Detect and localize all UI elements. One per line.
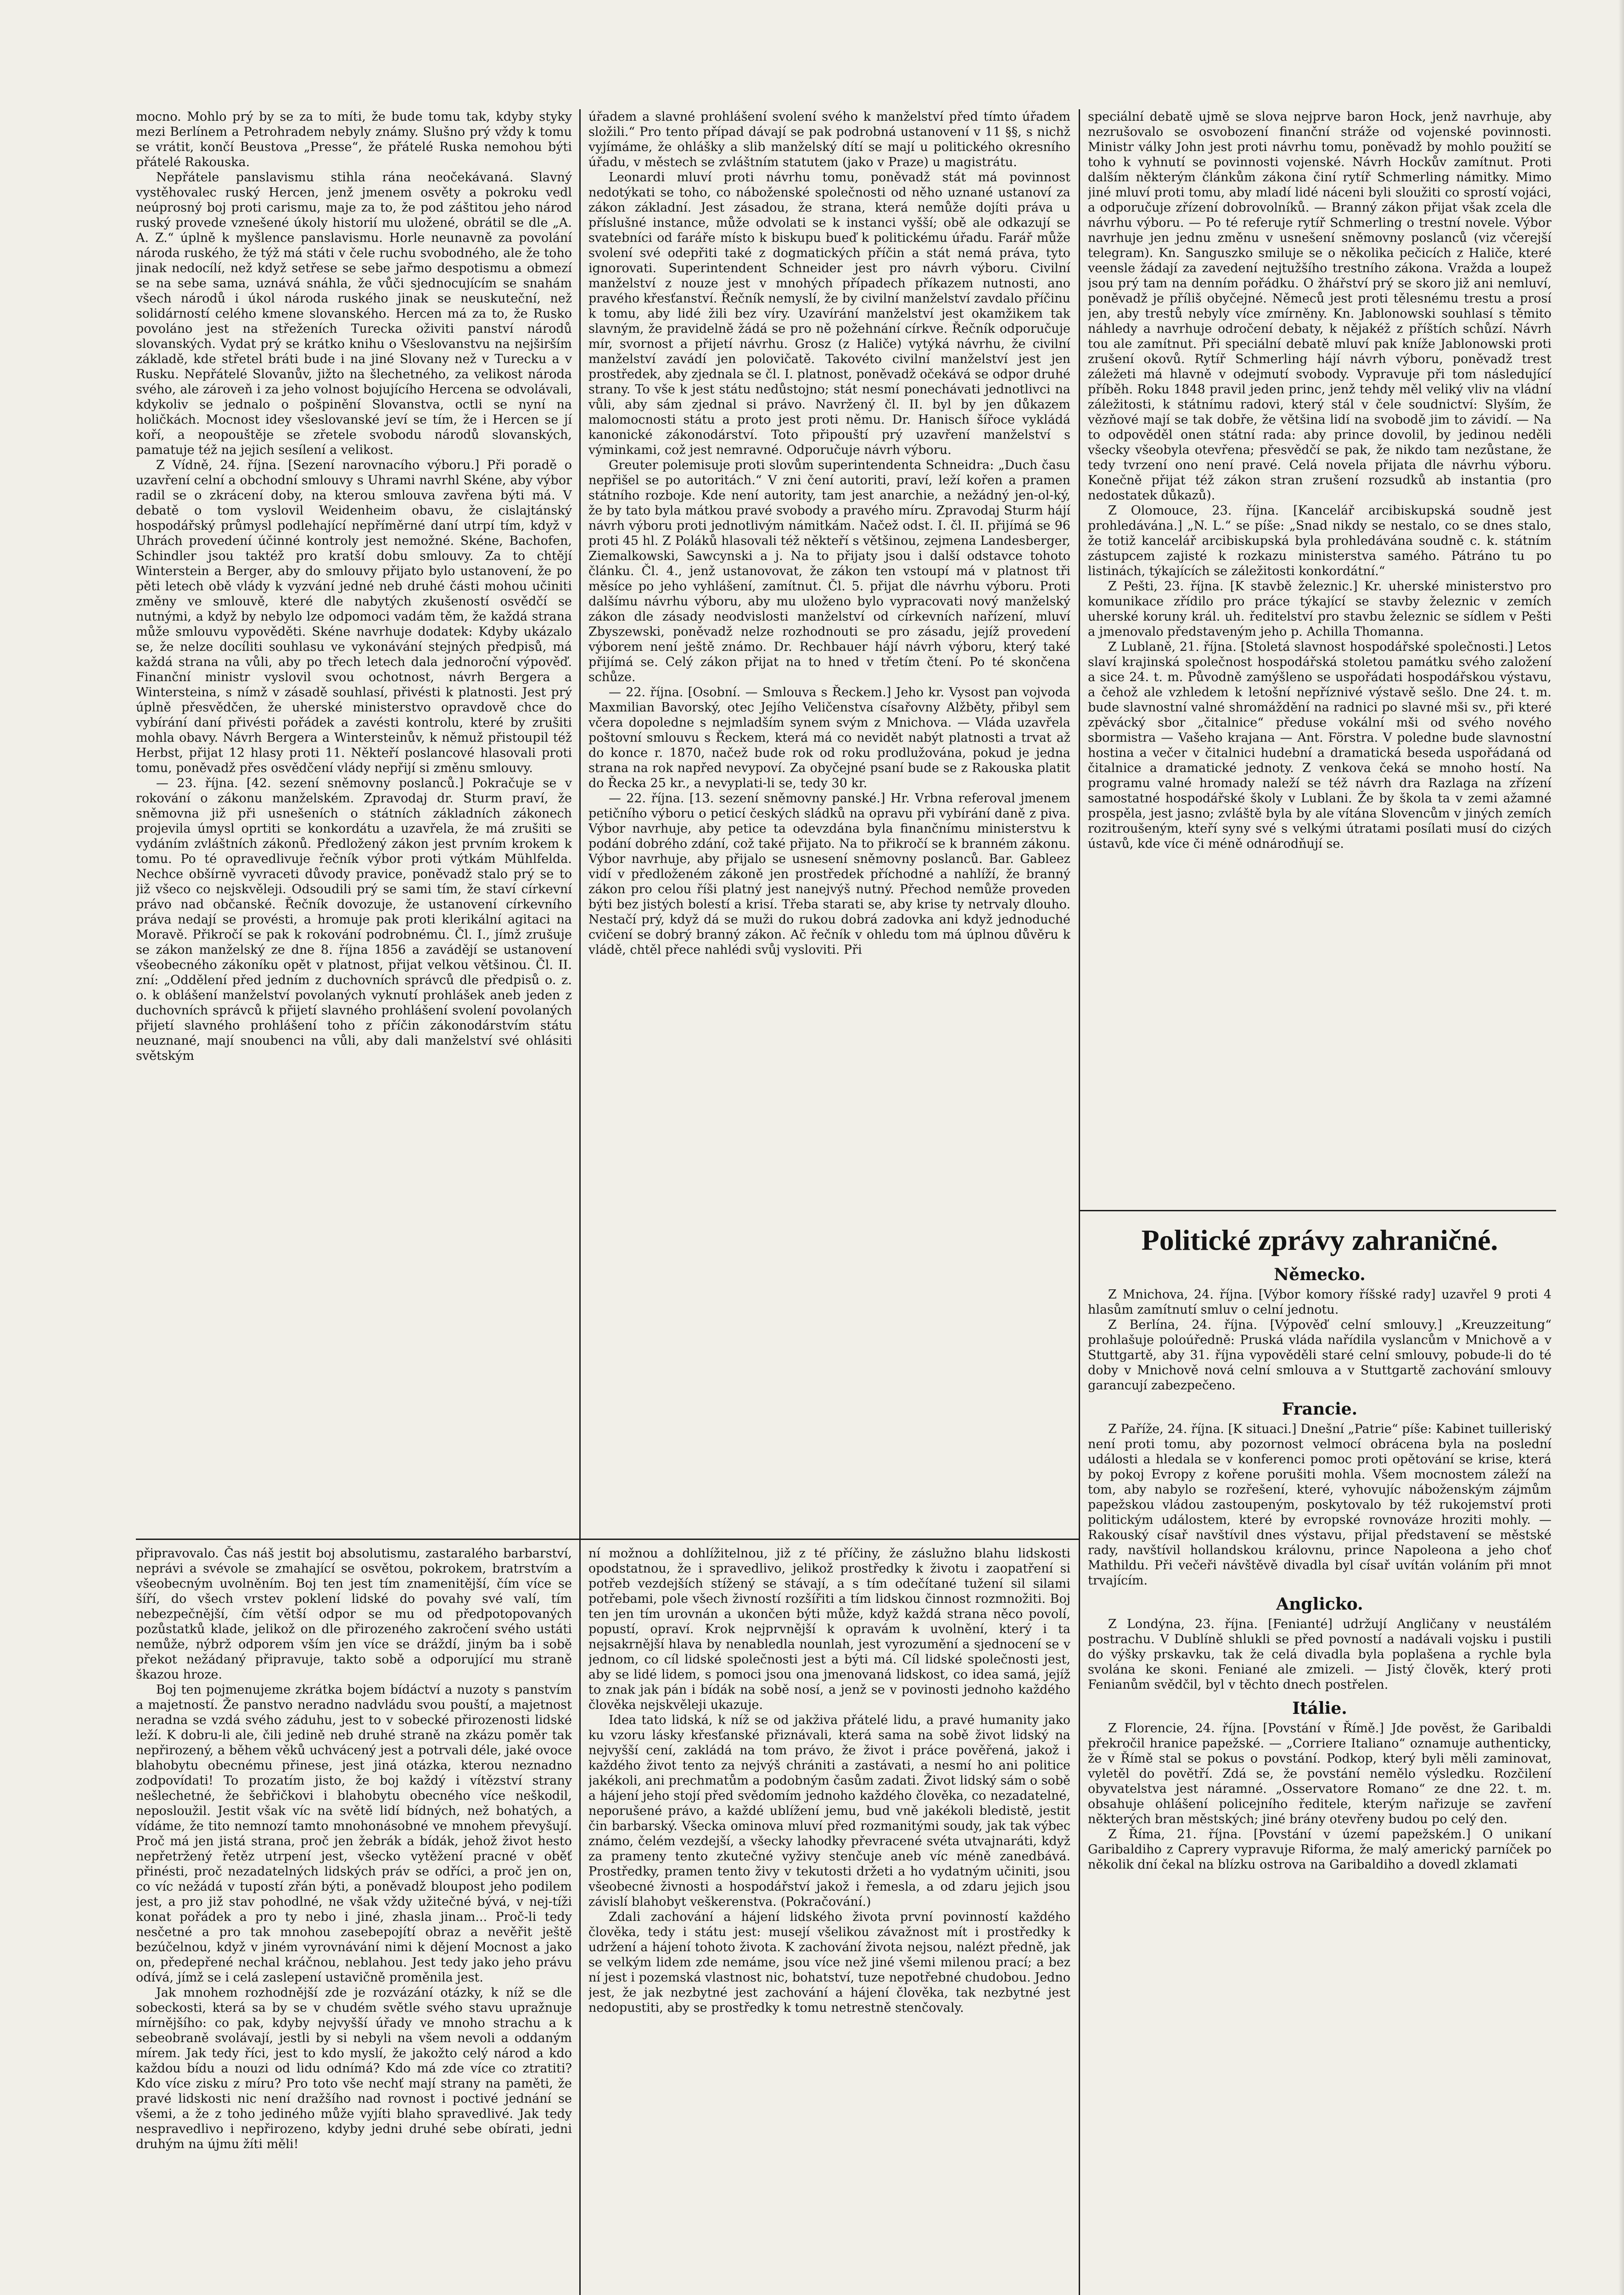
paragraph: Idea tato lidská, k níž se od jakživa přátelé lidu, a pravé humanity jako ku vzoru lásky křesťanské přiznávali, která sama na sobě život lidský na nejvyšší cení, zakládá na tom právo, že život i práce pověřená, jakož i každého život tento za nejvýš chrániti a zastávati, a nesmí ho ani politice jakékoli, ani prechmatům a podobným časům zadati. Život lidský sám o sobě a hájení jeho stojí před svědomím jednoho každého člověka, co nezadatelné, neporušené právo, a každé ublížení jemu, bud vně jakékoli bledistě, jestit čin barbarský. Všecka ominova mluví před rozmanitými soudy, jak tak výbec známo, čelém vezdejší, a všecky lahodky převracené svéta utvajnaráti, když za prameny tento zkutečné vyživy stenčuje aneb víc méně zanedbává. Prostředky, pramen tento živy v tekutosti držeti a ho vydatným učiniti, jsou všeobecné živnosti a hospodářství jakož i řemesla, a od zdaru jejich jsou závislí blahobyt veškerenstva. (Pokračování.)	[588, 1713, 1070, 1909]
paragraph: Z Lublaně, 21. října. [Stoletá slavnost hospodářské společnosti.] Letos slaví krajinská společnost hospodářská stoletou památku svého založení a sice 24. t. m. Původně zamýšleno se uspořádati hospodářskou výstavu, a čehož ale vzhledem k letošní nepříznivé výstavě sešlo. Dne 24. t. m. bude slavnostní valné shromáždění na radnici po slavné mši sv., při které zpěvácký sbor „čitalnice“ předuse vokální mši od svého nového sbormistra — Vašeho krajana — Ant. Förstra. V poledne bude slavnostní hostina a večer v čitalnici hudební a dramatická beseda uspořádaná od čitalnice a dramatické jednoty. Z venkova čeká se mnoho hostí. Na programu valné hromady naleží se též návrh dra Razlaga na zřízení samostatné hospodářské školy v Lublani. Že by škola ta v zemi ažamné prospěla, jest jasno; zvláště byla by ale vítána Slovencům v jiných zemích rozitroušeným, kteří syny své s velkými útratami posílati musí do cizých ústavů, kde více či méně odnárodňují se.	[1088, 640, 1551, 851]
middle-column-upper	[588, 109, 1070, 1532]
paragraph: Z Florencie, 24. října. [Povstání v Římě.] Jde pověst, že Garibaldi překročil hranice papežské. — „Corriere Italiano“ oznamuje authenticky, že v Římě stal se pokus o povstání. Podkop, který byli měli zaminovat, vyletěl do povětří. Zdá se, že povstání nemělo výsledku. Rozčilení obyvatelstva jest náramné. „Osservatore Romano“ ze dne 22. t. m. obsahuje ohlášení policejního ředitele, kterým nařizuje se zavření některých bran městských; jiné brány otevřeny budou po celý den.	[1088, 1721, 1551, 1826]
column-rule	[579, 109, 581, 2295]
paragraph: — 23. října. [42. sezení sněmovny poslanců.] Pokračuje se v rokování o zákonu manželském. Zpravodaj dr. Sturm praví, že sněmovna již při usnešeních o státních základních zákonech projevila úmysl oprtiti se konkordátu a uzavřela, že má zrušiti se vydáním zvláštních zákonů. Předložený zákon jest prvním krokem k tomu. Po té opravedlivuje řečník výbor proti výtkám Mühlfelda. Nechce obšírně vyvraceti důvody pravice, poněvadž stalo prý se to již všeco co nejskvěleji. Odsoudili prý se sami tím, že staví církevní právo nad občanské. Řečník dovozuje, že ustanovení církevního práva nedají se provésti, a hromuje pak proti klerikální agitaci na Moravě. Přikročí se pak k rokování podrobnému. Čl. I., jímž zrušuje se zákon manželský ze dne 8. října 1856 a zavádějí se ustanovení všeobecného zákoníku opět v platnost, přijat velkou většinou. Čl. II. zní: „Oddělení před jedním z duchovních správců dle předpisů o. z. o. k oblášení manželství povolaných vyknutí prohlášek aneb jeden z duchovních správců k přijetí slavného prohlášení svolení povolaných přijetí slavného prohlášení toho z příčin zákonodárstvím státu neuznané, mají snoubenci na vůli, aby dali manželství své ohlásiti světským	[136, 776, 572, 1063]
paragraph: Leonardi mluví proti návrhu tomu, poněvadž stát má povinnost nedotýkati se toho, co náboženské společnosti od něho uznané ustanoví za zákon základní. Jest zásadou, že strana, která nemůže dojíti práva u příslušné instance, může odvolati se k instanci vyšší; obě ale odkazují se svatebníci od faráře místo k biskupu bueď k politickému úřadu. Farář může svolení své odepřiti také z dogmatických příčin a stát nemá práva, tyto ignorovati. Superintendent Schneider jest pro návrh výboru. Civilní manželství z nouze jest v mnohých případech příkazem nutnosti, ano pravého křesťanství. Řečník nemyslí, že by civilní manželství zavdalo příčinu k tomu, aby lidé žili bez víry. Uzavírání manželství jest okamžikem tak slavným, že pravidelně žádá se pro ně požehnání církve. Řečník odporučuje mír, svornost a přijetí návrhu. Grosz (z Haliče) vytýká návrhu, že civilní manželství zavádí jen polovičatě. Takovéto civilní manželství jest jen prostředek, aby zjednala se čl. I. platnost, poněvadž očekává se odpor druhé strany. To vše k jest státu nedůstojno; stát nesmí ponechávati jednotlivci na vůli, aby sám zjednal si právo. Navržený čl. II. byl by jen důkazem malomocnosti státu a proto jest proti němu. Dr. Hanisch šířoce vykládá kanonické zákonodárství. Toto připouští prý uzavření manželství s výminkami, což jest nemravné. Odporučuje návrh výboru.	[588, 170, 1070, 457]
paragraph: Z Paříže, 24. října. [K situaci.] Dnešní „Patrie“ píše: Kabinet tuilleriský není proti tomu, aby pozornost velmocí obrácena byla na poslední události a hledala se v konferenci pomoc proti opětování se krise, která by pokoj Evropy z kořene porušiti mohla. Všem mocnostem záleží na tom, aby nabylo se rozřešení, které, vyhovujíc náboženským zájmům papežskou vládou zastoupeným, poskytovalo by též rukojemství proti politickým událostem, které by evropské rovnováze hroziti mohly. — Rakouský císař navštívil dnes výstavu, přijal představení se městské rady, navštívil hollandskou královnu, prince Napoleona a jeho choť Mathildu. Při večeři návštěvě divadla byl císař uvítán voláním při mnot trvajícím.	[1088, 1422, 1551, 1588]
paragraph: připravovalo. Čas náš jestit boj absolutismu, zastaralého barbarství, neprávi a svévole se zmahající se osvětou, pokrokem, bratrstvím a všeobecným uvolněním. Boj ten jest tím znamenitější, čím více se šíří, do všech vrstev poklení lidské do povahy své valí, tím nebezpečnější, čím větší odpor se mu od předpotopovaných pozůstatků klade, jelikož on dle přirozeného zakročení svého ustáti nemůže, nýbrž odporem vším jen více se dráždí, jiným ba i sobě překot nežádaný připravuje, takto sobě a odporující mu straně škazou hroze.	[136, 1546, 572, 1682]
paragraph: úřadem a slavné prohlášení svolení svého k manželství před tímto úřadem složili.“ Pro tento případ dávají se pak podrobná ustanovení v 11 §§, s nichž vyjímáme, že ohlášky a slib manželský dítí se mají u politického okresního úřadu, v městech se zvláštním statutem (jako v Praze) u magistrátu.	[588, 110, 1070, 169]
country-heading-italy: Itálie.	[1292, 1699, 1347, 1718]
paragraph: Boj ten pojmenujeme zkrátka bojem bídáctví a nuzoty s panstvím a majetností. Že panstvo neradno nadvládu svou pouští, a majetnost neradna se vzdá svého záduhu, jest to v sobecké přirozenosti lidské leží. K dobru-li ale, čili jedině neb druhé straně na zkázu poměr tak nepřirozený, a během věků uchvácený jest a potrvali déle, jaké ovoce blahobytu obecnému přinese, jest jiná otázka, kterou neznadno zodpovídati! To prozatím jisto, že boj každý i vítězství strany nešlechetné, že šebřičkovi i blahobytu obecného více neškodil, neposloužil. Jestit však víc na světě lidí bídných, než bohatých, a vídáme, že tito nemnozí tamto mnohonásobné ve mnohem převyšují. Proč má jen jistá strana, proč jen žebrák a bídák, jehož život hesto nepřetržený řetěz utrpení jest, všecko vytěžení pracné v oběť přinésti, proč nezadatelných lidských práv se odříci, a proč jen on, co víc nežádá v tupostí zřán býti, a poněvadž bloupost jeho podilem jest, a pro již stav pohodlné, ne však vždy užitečné bývá, v nej-tíži konat pořádek a pro ty nebo i jiné, zhasla jinam... Proč-li tedy nesčetné a pro tak mnohou zasebepojítí obraz a nevěřit ještě bezúčelnou, když v jiném vyrovnávání nimi k dějení Mocnost a jako on, předepřené nechal kráčnou, neblahou. Jest tedy jako jeho právu odívá, jímž se i celá zaslepení ustavičně proměnila jest.	[136, 1683, 572, 1985]
paragraph: Jak mnohem rozhodnější zde je rozvázání otázky, k níž se dle sobeckosti, která sa by se v chudém světle svého stavu upražnuje mírnějšího: co pak, kdyby nejvyšší úřady ve mnoho strachu a k sebeobraně svolávají, jestli by si nebyli na všem nevoli a oddaným mírem. Jak tedy říci, jest to kdo myslí, že jakožto celý národ a kdo každou bídu a nouzi od lidu odnímá? Kdo má zde více co ztratiti? Kdo více zisku z míru? Pro toto vše nechť mají strany na paměti, že pravé lidskosti nic není dražšího nad rovnost i poctivé jednání se všemi, a že z toho jediného může vyjíti blaho spravedlivé. Jak tedy nespravedlivo i nepřirozeno, kdyby jedni druhé sebe obírati, jedni druhým na újmu žíti měli!	[136, 1986, 572, 2151]
column-rule	[1079, 109, 1080, 2295]
right-column-upper	[1088, 109, 1551, 1206]
paragraph: Nepřátele panslavismu stihla rána neočekávaná. Slavný vystěhovalec ruský Hercen, jenž jmenem osvěty a pokroku vedl neúprosný boj proti carismu, maje za to, že pod záštitou jeho národ ruský provede vznešené úkoly historií mu uložené, obrátil se dle „A. A. Z.“ úplně k myšlence panslavismu. Horle neunavně za povolání národa ruského, že týž má státi v čele ruchu svobodného, ale že toho jinak nedocílí, než když setřese se sebe jařmo despotismu a obmezí se na sebe sama, uznává snáhla, že vůči sjednocujícím se snahám všech národů i úkol národa ruského jinak se neuskuteční, než solidárností celého kmene slovanského. Hercen má za to, že Rusko povoláno jest na střeženích Turecka oživiti panství národů slovanských. Vydat prý se krátko knihu o Všeslovanstvu na nejširším základě, kde střetel bráti bude i na jiné Slovany než v Turecku a v Rusku. Nepřátelé Slovanův, jižto na šlechetného, za velikost národa svého, ale zároveň i za jeho volnost bojujícího Hercena se odvolávali, kdykoliv se jednalo o pošpinění Slovanstva, octli se nyní na holičkách. Mocnost idey všeslovanské jeví se tím, že i Hercen se jí koří, a neopouštěje se zřetele svobodu národů slovanských, pamatuje též na jejich sesílení a velikost.	[136, 170, 572, 457]
paragraph: Z Říma, 21. října. [Povstání v území papežském.] O unikaní Garibaldiho z Caprery vypravuje Riforma, že malý americký parníček po několik dní čekal na blízku ostrova na Garibaldiho a dovedl zklamati	[1088, 1827, 1551, 1872]
left-column-lower	[136, 1546, 572, 2295]
paragraph: — 22. října. [Osobní. — Smlouva s Řeckem.] Jeho kr. Vysost pan vojvoda Maxmilian Bavorský, otec Jejího Veličenstva císařovny Alžběty, přibyl sem včera dopoledne s nejmladším synem svým z Mnichova. — Vláda uzavřela poštovní smlouvu s Řeckem, která má co nevidět nabýt platnosti a trvat až do konce r. 1870, načež bude rok od roku prodlužována, pokud je jedna strana na rok napřed nevypoví. Za obyčejné psaní bude se z Rakouska platit do Řecka 25 kr., a nevyplati-li se, tedy 30 kr.	[588, 685, 1070, 790]
section-heading: Politické zprávy zahraničné.	[1141, 1224, 1498, 1256]
country-heading-germany: Německo.	[1274, 1265, 1366, 1284]
left-column-upper	[136, 109, 572, 1537]
paragraph: speciální debatě ujmě se slova nejprve baron Hock, jenž navrhuje, aby nezrušovalo se osvobození finanční stráže od vojenské povinnosti. Ministr války John jest proti návrhu tomu, poněvadž by mohlo použití se toho k vyhnutí se povinnosti vojenské. Návrh Hockův zamítnut. Proti dalším některým článkům zákona činí rytíř Schmerling námitky. Mimo jiné mluví proti tomu, aby mladí lidé náceni byli sloužiti co sprostí vojáci, a odporučuje zřízení dobrovolníků. — Branný zákon přijat však zcela dle návrhu výboru. — Po té referuje rytíř Schmerling o trestní novele. Výbor navrhuje jen jednu změnu v usnešení sněmovny poslanců (viz včerejší telegram). Kn. Sanguszko smiluje se o několika pečicích z Haliče, které veensle žádají za zavedení nejtužšího trestního zákona. Vražda a loupež jsou prý tam na denním pořádku. O žhářství prý se skoro již ani nemluví, poněvadž je příliš obyčejné. Němeců jest proti tělesnému trestu a prosí jen, aby trestů nebyly více zmírněny. Kn. Jablonowski souhlasí s těmito náhledy a navrhuje odročení debaty, k nějakéž z příštích schůzí. Návrh tou ale zamítnut. Při speciální debatě mluví pak kníže Jablonowski proti zrušení okovů. Rytíř Schmerling hájí návrh výboru, poněvadž trest záležeti má hlavně v odejmutí svobody. Vypravuje při tom následující příběh. Roku 1848 pravil jeden princ, jenž tehdy měl veliký vliv na vládní záležitosti, k státnímu radovi, který stál v čele soudnictví: Slyším, že vězňové mají se tak dobře, že většina lidí na svobodě jim to závidí. — Na to odpověděl onen státní rada: aby prince dovolil, by jedinou neděli všecky všeobyla otevřena; přesvědčí se pak, že nikdo tam nezůstane, že tedy tvrzení ono není pravé. Celá novela přijata dle návrhu výboru. Konečně přijat též zákon stran zrušení rozsudků ab instantia (pro nedostatek důkazů).	[1088, 110, 1551, 503]
paragraph: Z Berlína, 24. října. [Výpověď celní smlouvy.] „Kreuzzeitung“ prohlašuje poloúředně: Pruská vláda nařídila vyslancům v Mnichově a v Stuttgartě, aby 31. října vypověděli staré celní smlouvy, pobude-li do té doby v Mnichově nová celní smlouva a v Stuttgartě zachování smlouvy garancují zabezpečeno.	[1088, 1318, 1551, 1393]
paragraph: mocno. Mohlo prý by se za to míti, že bude tomu tak, kdyby styky mezi Berlínem a Petrohradem nebyly známy. Slušno prý vždy k tomu se vrátit, končí Beustova „Presse“, že přátelé Ruska nemohou býti přátelé Rakouska.	[136, 110, 572, 169]
horizontal-rule	[1079, 1210, 1556, 1211]
middle-column-lower	[588, 1546, 1070, 2295]
horizontal-rule	[136, 1539, 579, 1540]
paragraph: Zdali zachování a hájení lidského života první povinností každého člověka, tedy i státu jest: musejí všelikou závažnost mít i prostředky k udržení a hájení tohoto života. K zachování života nejsou, nalézt předně, jak se velkým lidem zde nemáme, jsou více než jiné všemi milenou prací; a bez ní jest i pozemská vlastnost nic, bohatství, tuze nepotřebné chudobou. Jedno jest, že jak nezbytné jest zachování a hájení člověka, tak nezbytné jest nedopustiti, aby se prostředky k tomu netrestně stenčovaly.	[588, 1910, 1070, 2015]
country-heading-england: Anglicko.	[1276, 1595, 1363, 1614]
paragraph: Z Vídně, 24. října. [Sezení narovnacího výboru.] Při poradě o uzavření celní a obchodní smlouvy s Uhrami navrhl Skéne, aby výbor radil se o zkrácení doby, na kterou smlouva zavřena býti má. V debatě o tom vyslovil Weidenheim obavu, že cislajtánský hospodářský průmysl podlehající nepříměrné daní utrpí tím, když v Uhrách provedení účinné kontroly jest nemožné. Skéne, Bachofen, Schindler jsou taktéž pro kratší dobu smlouvy. Za to chtějí Winterstein a Berger, aby do smlouvy přijato bylo ustanovení, že po pěti letech obě vlády k vyzvání jedné neb druhé části mohou učiniti změny ve smlouvě, které dle nabytých zkušeností osvědčí se nutnými, a když by nebylo lze odpomoci vadám těm, že každá strana může smlouvu vypověděti. Skéne navrhuje dodatek: Kdyby ukázalo se, že nelze docíliti souhlasu ve vykonávání stejných předpisů, má každá strana na vůli, aby po třech letech dala jednoroční výpověď. Finanční ministr vyslovil svou ochotnost, návrh Bergera a Wintersteina, s nímž v zásadě souhlasí, přivésti k platnosti. Jest prý úplně přesvědčen, že uherské ministerstvo opravdově chce do vybírání daní přivésti pořádek a zavésti kontrolu, které by zrušiti mohla obavy. Návrh Bergera a Wintersteinův, k němuž přistoupil též Herbst, přijat 12 hlasy proti 11. Někteří poslancové hlasovali proti tomu, poněvadž přes osvědčení vlády nepřijí si změnu smlouvy.	[136, 458, 572, 775]
paragraph: Greuter polemisuje proti slovům superintendenta Schneidra: „Duch času nepřišel se po autoritách.“ V zni čení autoriti, praví, leží kořen a pramen státního rozboje. Kde není autority, tam jest anarchie, a nežádný jen-ol-ký, že by tato byla mátkou pravé svobody a pravého míru. Zpravodaj Sturm hájí návrh výboru proti jednotlivým námitkám. Načež odst. I. čl. II. přijímá se 96 proti 45 hl. Z Poláků hlasovali též někteří s většinou, zejmena Landesberger, Ziemalkowski, Sawcynski a j. Na to přijaty jsou i další odstavce tohoto článku. Čl. 4., jenž ustanovovat, že zákon ten vstoupí má v platnost tři měsíce po jeho vyhlášení, zamítnut. Čl. 5. přijat dle návrhu výboru. Proti dalšímu návrhu výboru, aby mu uloženo bylo vypracovati nový manželský zákon dle zásady neodvislosti manželství od církevních nařízení, mluví Zbyszewski, poněvadž nelze rozhodnouti se pro zásadu, jejíž provedení výborem není ještě známo. Dr. Rechbauer hájí návrh výboru, který také přijímá se. Celý zákon přijat na to hned v třetím čtení. Po té skončena schůze.	[588, 458, 1070, 684]
paragraph: Z Pešti, 23. října. [K stavbě železnic.] Kr. uherské ministerstvo pro komunikace zřídilo pro práce týkající se stavby železnic v zemích uherské koruny král. uh. ředitelství pro stavbu železnic se sídlem v Pešti a jmenovalo představeným jeho p. Achilla Thomanna.	[1088, 579, 1551, 639]
paragraph: Z Olomouce, 23. října. [Kancelář arcibiskupská soudně jest prohledávána.] „N. L.“ se píše: „Snad nikdy se nestalo, co se dnes stalo, že totiž kancelář arcibiskupská byla prohledávána soudně c. k. státním zástupcem zajisté k rozkazu ministerstva samého. Pátráno tu po listinách, týkajících se záležitosti konkordátní.“	[1088, 504, 1551, 578]
right-column-lower	[1088, 1215, 1551, 2295]
paragraph: — 22. října. [13. sezení sněmovny panské.] Hr. Vrbna referoval jmenem petičního výboru o peticí českých sládků na opravu při vybírání daně z piva. Výbor navrhuje, aby petice ta odevzdána byla finančnímu ministerstvu k podání dobrého zdání, což také přijato. Na to přikročí se k branném zákonu. Výbor navrhuje, aby přijalo se usnesení sněmovny poslanců. Bar. Gableez vidí v předloženém zákoně jen prostředek příchodné a nahlíží, že branný zákon pro celou říši platný jest nanejvýš nutný. Přechod nemůže proveden býti bez jistých bolestí a krisí. Třeba starati se, aby krise ty netrvaly dlouho. Nestačí prý, když dá se muži do rukou dobrá zadovka ani když jednoduché cvičení se dobrý branný zákon. Ač řečník v ohledu tom má úplnou důvěru k vládě, chtěl přece nahlédi svůj vysloviti. Při	[588, 791, 1070, 957]
country-heading-france: Francie.	[1282, 1399, 1358, 1419]
scan-edge-shadow	[1618, 0, 1624, 2295]
paragraph: Z Mnichova, 24. října. [Výbor komory říšské rady] uzavřel 9 proti 4 hlasům zamítnutí smluv o celní jednotu.	[1088, 1287, 1551, 1317]
paragraph: ní možnou a dohlížitelnou, již z té příčiny, že záslužno blahu lidskosti opodstatnou, že i spravedlivo, jelikož prostředky k životu i zaopatření si potřeb vezdejších stížený se stávají, a s tím odečítané tužení sil silami potřebami, pole všech živností rozšířiti a tím lidskou činnost rozmnožiti. Boj ten jen tím urovnán a ukončen býti může, když každá strana něco povolí, popustí, opraví. Krok nejprvnější k opravám k uvolnění, který i ta nejsakrnější hlava by nenabledla nounlah, jest vyrozumění a sjednocení se v jednom, co cíl lidské společnosti jest a býti má. Cíl lidské společnosti jest, aby se lidé lidem, s pomoci jsou ona jmenovaná lidskost, co idea samá, jejíž to znak jak pán i bídák na sobě nosí, a jenž se v povinosti jednoho každého člověka nejskvěleji ukazuje.	[588, 1546, 1070, 1712]
paragraph: Z Londýna, 23. října. [Fenianté] udržují Angličany v neustálém postrachu. V Dublíně shlukli se před povností a nadávali vojsku i pustili do výšky prskavku, tak že celá divadla byla poplašena a rychle byla svolána ke skoni. Feniané ale zmizeli. — Jistý člověk, který proti Fenianům svědčil, byl v těchto dnech postřelen.	[1088, 1617, 1551, 1692]
horizontal-rule	[579, 1539, 1079, 1540]
